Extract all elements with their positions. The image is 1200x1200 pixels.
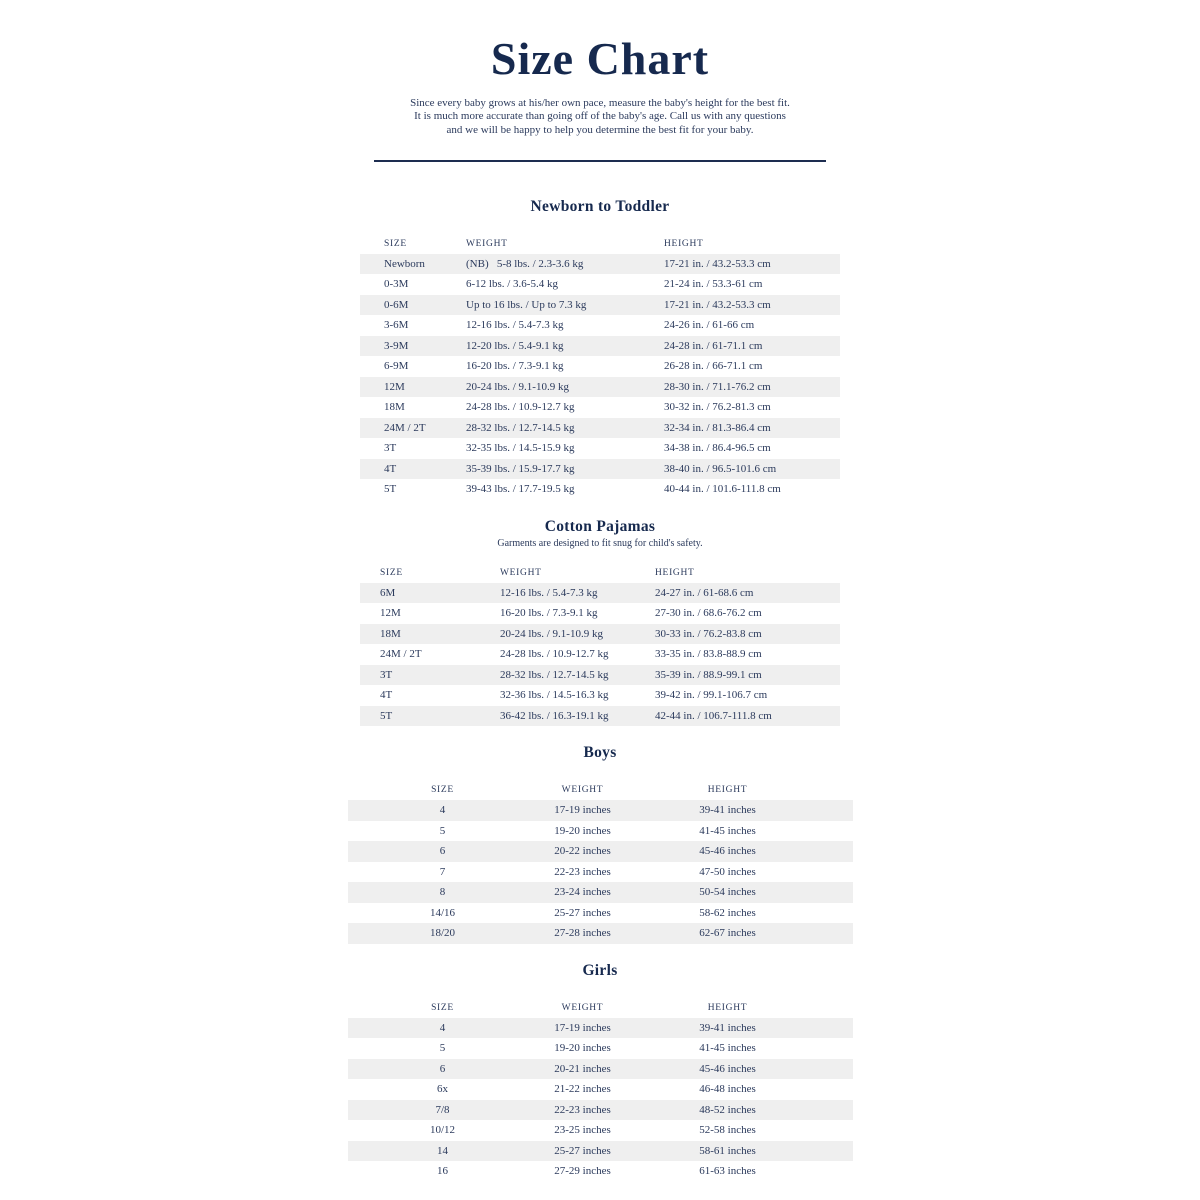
table-row xyxy=(360,397,840,418)
cell-size: 12M xyxy=(380,607,401,620)
cell-weight: 28-32 lbs. / 12.7-14.5 kg xyxy=(466,421,575,434)
cell-weight: 20-22 inches xyxy=(554,845,611,858)
table-body xyxy=(360,583,840,727)
cell-size: 4T xyxy=(384,462,397,475)
cell-weight: 23-24 inches xyxy=(554,886,611,899)
table-row xyxy=(348,1038,853,1059)
table-row xyxy=(360,377,840,398)
cell-weight: 32-35 lbs. / 14.5-15.9 kg xyxy=(466,442,575,455)
cell-height: 39-41 inches xyxy=(699,804,756,817)
cell-size: Newborn xyxy=(384,257,425,270)
section-title: Girls xyxy=(582,961,618,979)
table-row xyxy=(348,882,853,903)
table-body xyxy=(348,1018,853,1182)
cell-height: 26-28 in. / 66-71.1 cm xyxy=(664,360,763,373)
table-row xyxy=(360,624,840,645)
column-header: SIZE xyxy=(384,238,407,249)
cell-weight: 28-32 lbs. / 12.7-14.5 kg xyxy=(500,668,609,681)
table-row xyxy=(360,336,840,357)
cell-weight: 16-20 lbs. / 7.3-9.1 kg xyxy=(466,360,564,373)
cell-height: 45-46 inches xyxy=(699,845,756,858)
table-row xyxy=(348,903,853,924)
intro-text xyxy=(0,97,1200,138)
table-row xyxy=(360,438,840,459)
cell-size: 18M xyxy=(384,401,405,414)
cell-weight: 16-20 lbs. / 7.3-9.1 kg xyxy=(500,607,598,620)
cell-weight: 17-19 inches xyxy=(554,804,611,817)
cell-height: 41-45 inches xyxy=(699,1042,756,1055)
cell-height: 48-52 inches xyxy=(699,1103,756,1116)
column-header: WEIGHT xyxy=(500,567,542,578)
table-header-row xyxy=(348,998,853,1018)
cell-size: 0-6M xyxy=(384,298,409,311)
cell-weight: 23-25 inches xyxy=(554,1124,611,1137)
section-title: Cotton Pajamas xyxy=(544,517,656,535)
cell-height: 30-33 in. / 76.2-83.8 cm xyxy=(655,627,762,640)
table-body xyxy=(360,254,840,500)
cell-size: 6-9M xyxy=(384,360,409,373)
cell-size: 12M xyxy=(384,380,405,393)
table-header-row xyxy=(360,234,840,254)
cell-height: 33-35 in. / 83.8-88.9 cm xyxy=(655,648,762,661)
cell-height: 50-54 inches xyxy=(699,886,756,899)
cell-height: 45-46 inches xyxy=(699,1062,756,1075)
cell-height: 21-24 in. / 53.3-61 cm xyxy=(664,278,763,291)
table-row xyxy=(360,603,840,624)
cell-weight: 21-22 inches xyxy=(554,1083,611,1096)
cell-size: 18M xyxy=(380,627,401,640)
cell-weight: Up to 16 lbs. / Up to 7.3 kg xyxy=(466,298,587,311)
table-header-row xyxy=(360,563,840,583)
cell-size: 16 xyxy=(437,1165,448,1178)
size-table-section xyxy=(0,198,1200,500)
size-table-section xyxy=(0,518,1200,727)
cell-size: 10/12 xyxy=(429,1124,456,1137)
column-header: HEIGHT xyxy=(707,1002,748,1013)
cell-weight: 39-43 lbs. / 17.7-19.5 kg xyxy=(466,483,575,496)
table-row xyxy=(348,800,853,821)
cell-height: 41-45 inches xyxy=(699,824,756,837)
table-row xyxy=(348,1018,853,1039)
cell-weight: 12-16 lbs. / 5.4-7.3 kg xyxy=(466,319,564,332)
cell-height: 40-44 in. / 101.6-111.8 cm xyxy=(664,483,781,496)
cell-size: 24M / 2T xyxy=(384,421,426,434)
sections-container xyxy=(0,198,1200,1182)
cell-height: 28-30 in. / 71.1-76.2 cm xyxy=(664,380,771,393)
cell-height: 61-63 inches xyxy=(699,1165,756,1178)
cell-height: 58-62 inches xyxy=(699,906,756,919)
cell-size: 5 xyxy=(439,824,446,837)
cell-size: 3-9M xyxy=(384,339,409,352)
cell-size: 6M xyxy=(380,586,396,599)
intro-line: Since every baby grows at his/her own pace, measure the baby's height for the best fit. xyxy=(410,96,790,109)
cell-height: 38-40 in. / 96.5-101.6 cm xyxy=(664,462,777,475)
size-table xyxy=(348,998,853,1182)
column-header: SIZE xyxy=(431,785,454,796)
cell-height: 24-26 in. / 61-66 cm xyxy=(664,319,755,332)
cell-size: 6 xyxy=(439,845,446,858)
cell-height: 30-32 in. / 76.2-81.3 cm xyxy=(664,401,771,414)
section-title: Newborn to Toddler xyxy=(530,197,670,215)
cell-size: 5T xyxy=(384,483,397,496)
cell-size: 3-6M xyxy=(384,319,409,332)
cell-weight: 12-16 lbs. / 5.4-7.3 kg xyxy=(500,586,598,599)
cell-weight: 32-36 lbs. / 14.5-16.3 kg xyxy=(500,689,609,702)
table-row xyxy=(360,315,840,336)
table-row xyxy=(348,841,853,862)
column-header: HEIGHT xyxy=(655,567,695,578)
table-row xyxy=(360,665,840,686)
cell-size: 6 xyxy=(439,1062,446,1075)
table-row xyxy=(348,1100,853,1121)
cell-size: 4 xyxy=(439,804,446,817)
intro-line: It is much more accurate than going off of the baby's age. Call us with any questions xyxy=(414,110,786,123)
column-header: SIZE xyxy=(431,1002,454,1013)
cell-size: 4T xyxy=(380,689,393,702)
cell-size: 3T xyxy=(384,442,397,455)
cell-size: 7/8 xyxy=(435,1103,450,1116)
table-row xyxy=(348,1141,853,1162)
cell-weight: 20-24 lbs. / 9.1-10.9 kg xyxy=(466,380,569,393)
table-row xyxy=(360,295,840,316)
table-row xyxy=(360,274,840,295)
cell-height: 42-44 in. / 106.7-111.8 cm xyxy=(655,709,772,722)
table-row xyxy=(360,644,840,665)
table-row xyxy=(348,1120,853,1141)
column-header: HEIGHT xyxy=(707,785,748,796)
cell-weight: 36-42 lbs. / 16.3-19.1 kg xyxy=(500,709,609,722)
cell-height: 17-21 in. / 43.2-53.3 cm xyxy=(664,257,771,270)
table-row xyxy=(360,356,840,377)
column-header: WEIGHT xyxy=(466,238,508,249)
size-table xyxy=(348,780,853,944)
table-row xyxy=(360,583,840,604)
cell-weight: 35-39 lbs. / 15.9-17.7 kg xyxy=(466,462,575,475)
cell-size: 14/16 xyxy=(429,906,456,919)
cell-size: 8 xyxy=(439,886,446,899)
cell-weight: 24-28 lbs. / 10.9-12.7 kg xyxy=(466,401,575,414)
cell-height: 34-38 in. / 86.4-96.5 cm xyxy=(664,442,771,455)
size-table xyxy=(360,563,840,727)
size-table xyxy=(360,234,840,500)
table-row xyxy=(360,418,840,439)
cell-height: 27-30 in. / 68.6-76.2 cm xyxy=(655,607,762,620)
cell-size: 18/20 xyxy=(429,927,456,940)
cell-weight: 19-20 inches xyxy=(554,1042,611,1055)
cell-height: 39-42 in. / 99.1-106.7 cm xyxy=(655,689,768,702)
cell-size: 6x xyxy=(437,1083,448,1096)
size-table-section xyxy=(0,744,1200,944)
cell-weight: 20-24 lbs. / 9.1-10.9 kg xyxy=(500,627,603,640)
column-header: WEIGHT xyxy=(561,1002,604,1013)
cell-size: 3T xyxy=(380,668,393,681)
cell-size: 5T xyxy=(380,709,393,722)
intro-line: and we will be happy to help you determine the best fit for your baby. xyxy=(446,124,754,137)
divider xyxy=(374,160,826,162)
table-row xyxy=(360,706,840,727)
cell-weight: (NB) 5-8 lbs. / 2.3-3.6 kg xyxy=(466,257,584,270)
cell-size: 24M / 2T xyxy=(380,648,422,661)
cell-weight: 24-28 lbs. / 10.9-12.7 kg xyxy=(500,648,609,661)
cell-size: 14 xyxy=(437,1144,448,1157)
cell-weight: 17-19 inches xyxy=(554,1021,611,1034)
cell-weight: 19-20 inches xyxy=(554,824,611,837)
table-row xyxy=(360,685,840,706)
cell-size: 5 xyxy=(439,1042,446,1055)
cell-weight: 27-28 inches xyxy=(554,927,611,940)
cell-weight: 20-21 inches xyxy=(554,1062,611,1075)
cell-weight: 22-23 inches xyxy=(554,1103,611,1116)
table-body xyxy=(348,800,853,944)
cell-height: 17-21 in. / 43.2-53.3 cm xyxy=(664,298,771,311)
cell-height: 39-41 inches xyxy=(699,1021,756,1034)
cell-size: 7 xyxy=(439,865,446,878)
cell-weight: 25-27 inches xyxy=(554,906,611,919)
cell-weight: 6-12 lbs. / 3.6-5.4 kg xyxy=(466,278,558,291)
cell-weight: 22-23 inches xyxy=(554,865,611,878)
table-row xyxy=(360,459,840,480)
table-row xyxy=(348,1161,853,1182)
cell-height: 52-58 inches xyxy=(699,1124,756,1137)
cell-height: 47-50 inches xyxy=(699,865,756,878)
table-row xyxy=(348,821,853,842)
cell-size: 4 xyxy=(439,1021,446,1034)
table-row xyxy=(348,1079,853,1100)
cell-height: 24-28 in. / 61-71.1 cm xyxy=(664,339,763,352)
page-title: Size Chart xyxy=(490,33,710,84)
section-title: Boys xyxy=(583,744,617,762)
table-header-row xyxy=(348,780,853,800)
size-table-section xyxy=(0,962,1200,1182)
cell-height: 58-61 inches xyxy=(699,1144,756,1157)
cell-weight: 27-29 inches xyxy=(554,1165,611,1178)
cell-height: 32-34 in. / 81.3-86.4 cm xyxy=(664,421,771,434)
cell-height: 46-48 inches xyxy=(699,1083,756,1096)
table-row xyxy=(360,479,840,500)
table-row xyxy=(348,923,853,944)
column-header: HEIGHT xyxy=(664,238,704,249)
table-row xyxy=(348,862,853,883)
cell-weight: 25-27 inches xyxy=(554,1144,611,1157)
cell-height: 35-39 in. / 88.9-99.1 cm xyxy=(655,668,762,681)
table-row xyxy=(348,1059,853,1080)
section-subtitle: Garments are designed to fit snug for child's safety. xyxy=(497,537,703,549)
cell-height: 24-27 in. / 61-68.6 cm xyxy=(655,586,754,599)
cell-weight: 12-20 lbs. / 5.4-9.1 kg xyxy=(466,339,564,352)
cell-size: 0-3M xyxy=(384,278,409,291)
table-row xyxy=(360,254,840,275)
page-header xyxy=(0,34,1200,162)
column-header: SIZE xyxy=(380,567,403,578)
cell-height: 62-67 inches xyxy=(699,927,756,940)
column-header: WEIGHT xyxy=(561,785,604,796)
